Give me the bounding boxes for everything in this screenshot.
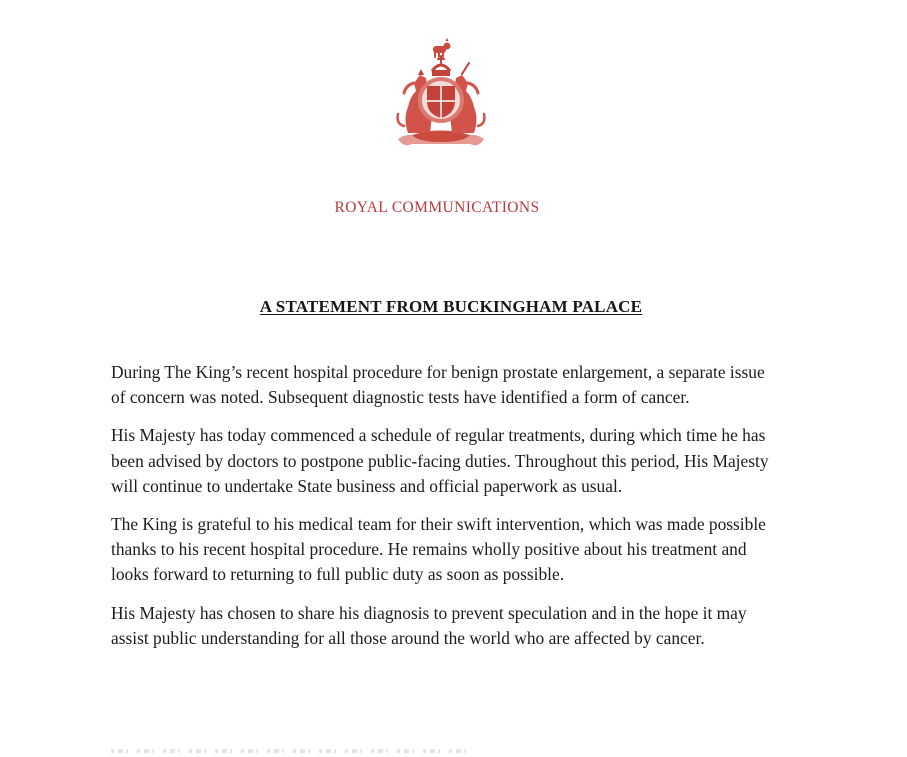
royal-coat-of-arms-icon <box>392 38 490 152</box>
cropped-next-line <box>111 749 471 753</box>
statement-paragraph-3: The King is grateful to his medical team for their swift intervention, which was made possible thanks to his recent hospital procedure. He remains wholly positive about his treatment and looks forward to returning to full public duty as soon as possible. <box>111 514 766 585</box>
statement-paragraph-1: During The King’s recent hospital procedure for benign prostate enlargement, a separate issue of concern was noted. Subsequent diagnostic tests have identified a form of cancer. <box>111 362 765 408</box>
statement-title <box>123 296 779 317</box>
statement-body <box>111 360 771 664</box>
statement-title-text: A STATEMENT FROM BUCKINGHAM PALACE <box>259 297 643 316</box>
statement-paragraph-4: His Majesty has chosen to share his diagnosis to prevent speculation and in the hope it may assist public understanding for all those around the world who are affected by cancer. <box>111 602 747 648</box>
statement-paragraph-2: His Majesty has today commenced a schedule of regular treatments, during which time he has been advised by doctors to postpone public-facing duties. Throughout this period, His Majesty will continue to undertake State business and official paperwork as usual. <box>111 425 769 496</box>
department-title: ROYAL COMMUNICATIONS <box>334 199 540 216</box>
